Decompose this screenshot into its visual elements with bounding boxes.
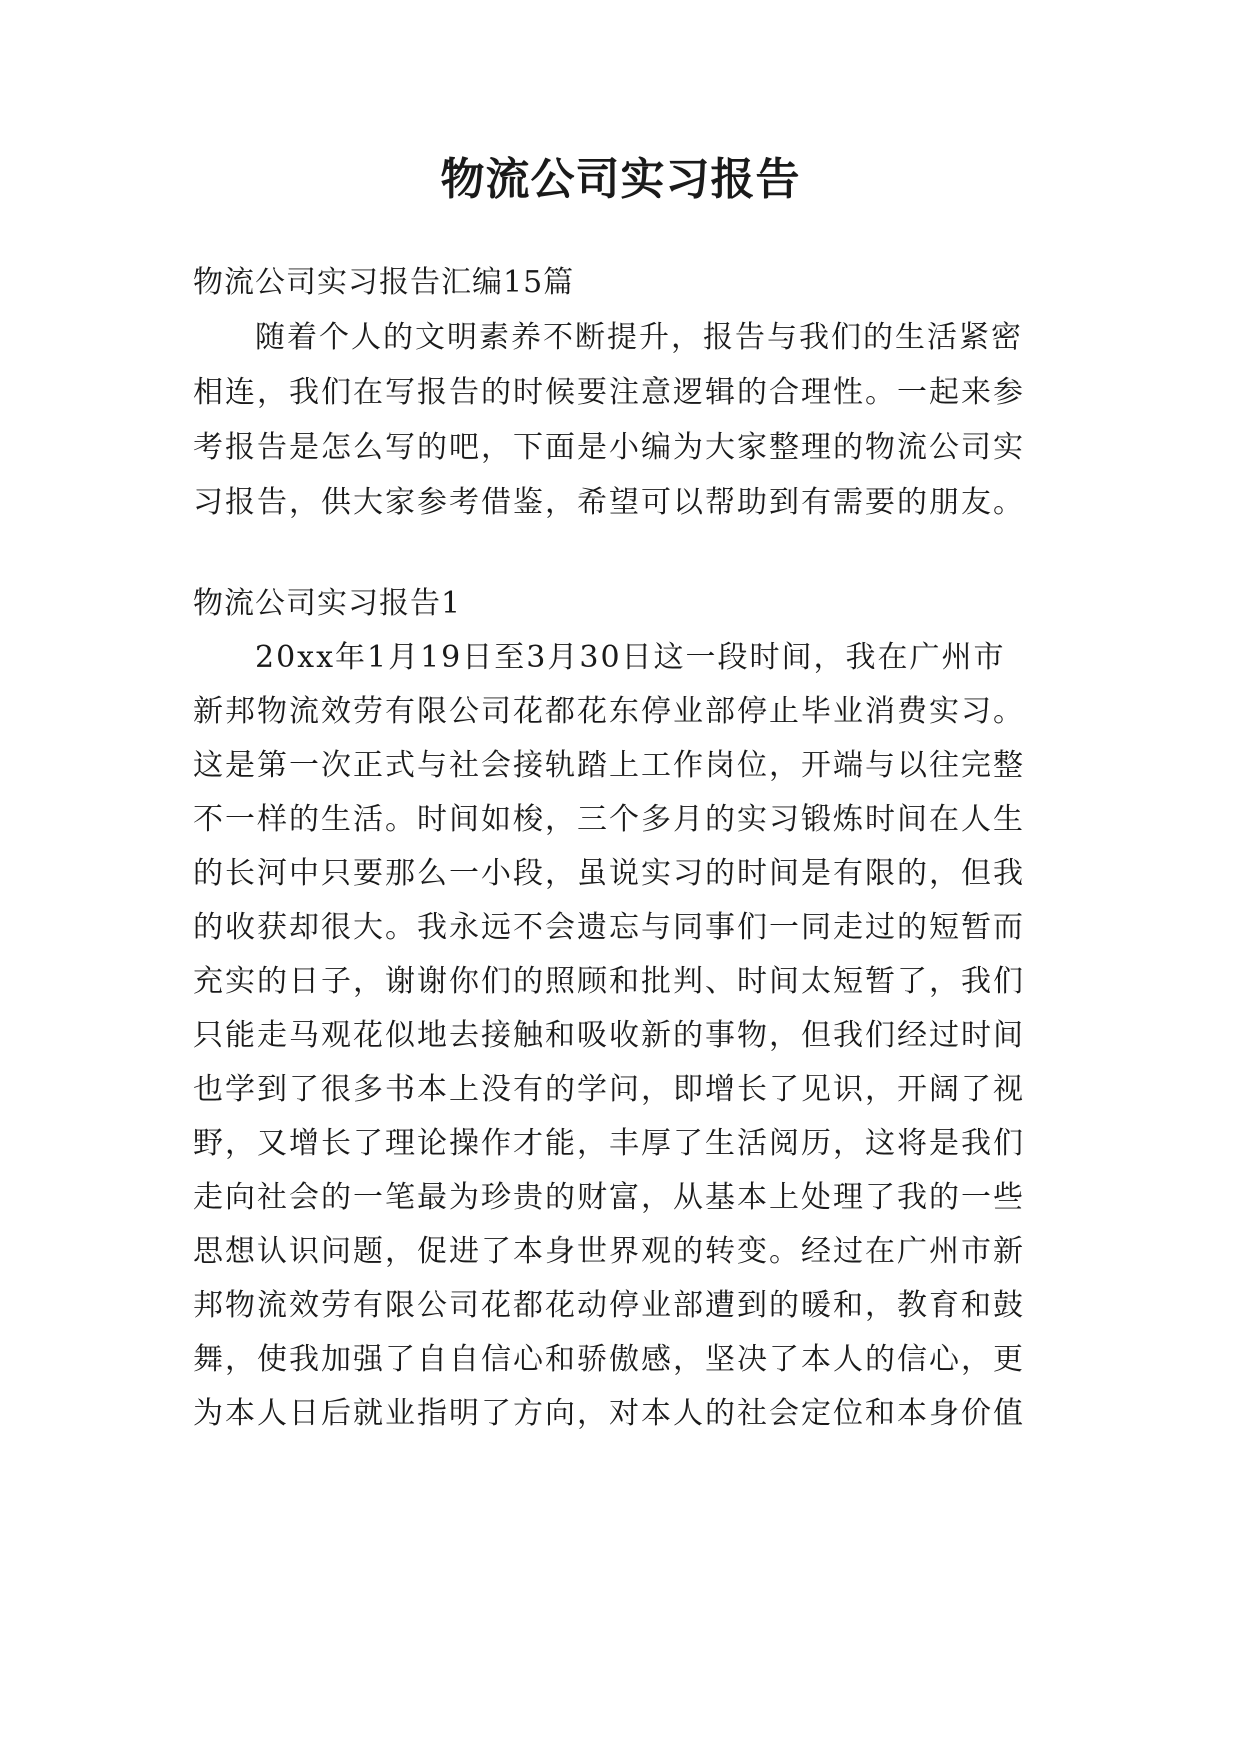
body-line: 新邦物流效劳有限公司花都花东停业部停止毕业消费实习。 xyxy=(193,694,1025,729)
body-line: 舞，使我加强了自自信心和骄傲感，坚决了本人的信心，更 xyxy=(193,1342,1025,1377)
body-line: 这是第一次正式与社会接轨踏上工作岗位，开端与以往完整 xyxy=(193,748,1025,783)
intro-line: 相连，我们在写报告的时候要注意逻辑的合理性。一起来参 xyxy=(193,375,1025,410)
body-line: 思想认识问题，促进了本身世界观的转变。经过在广州市新 xyxy=(193,1234,1025,1269)
body-line: 20xx年1月19日至3月30日这一段时间，我在广州市 xyxy=(255,640,1006,675)
body-line: 邦物流效劳有限公司花都花动停业部遭到的暖和，教育和鼓 xyxy=(193,1288,1025,1323)
document-subtitle: 物流公司实习报告汇编15篇 xyxy=(193,265,575,300)
body-line: 为本人日后就业指明了方向，对本人的社会定位和本身价值 xyxy=(193,1396,1025,1431)
body-line: 走向社会的一笔最为珍贵的财富，从基本上处理了我的一些 xyxy=(193,1180,1025,1215)
body-line: 也学到了很多书本上没有的学问，即增长了见识，开阔了视 xyxy=(193,1072,1025,1107)
body-line: 野，又增长了理论操作才能，丰厚了生活阅历，这将是我们 xyxy=(193,1126,1025,1161)
intro-line: 考报告是怎么写的吧，下面是小编为大家整理的物流公司实 xyxy=(193,430,1025,465)
intro-line: 随着个人的文明素养不断提升，报告与我们的生活紧密 xyxy=(255,320,1023,355)
intro-line: 习报告，供大家参考借鉴，希望可以帮助到有需要的朋友。 xyxy=(193,485,1025,520)
body-line: 只能走马观花似地去接触和吸收新的事物，但我们经过时间 xyxy=(193,1018,1025,1053)
body-line: 不一样的生活。时间如梭，三个多月的实习锻炼时间在人生 xyxy=(193,802,1025,837)
section-heading: 物流公司实习报告1 xyxy=(193,586,462,621)
body-line: 的长河中只要那么一小段，虽说实习的时间是有限的，但我 xyxy=(193,856,1025,891)
body-line: 的收获却很大。我永远不会遗忘与同事们一同走过的短暂而 xyxy=(193,910,1025,945)
body-line: 充实的日子，谢谢你们的照顾和批判、时间太短暂了，我们 xyxy=(193,964,1025,999)
document-title: 物流公司实习报告 xyxy=(440,154,801,205)
